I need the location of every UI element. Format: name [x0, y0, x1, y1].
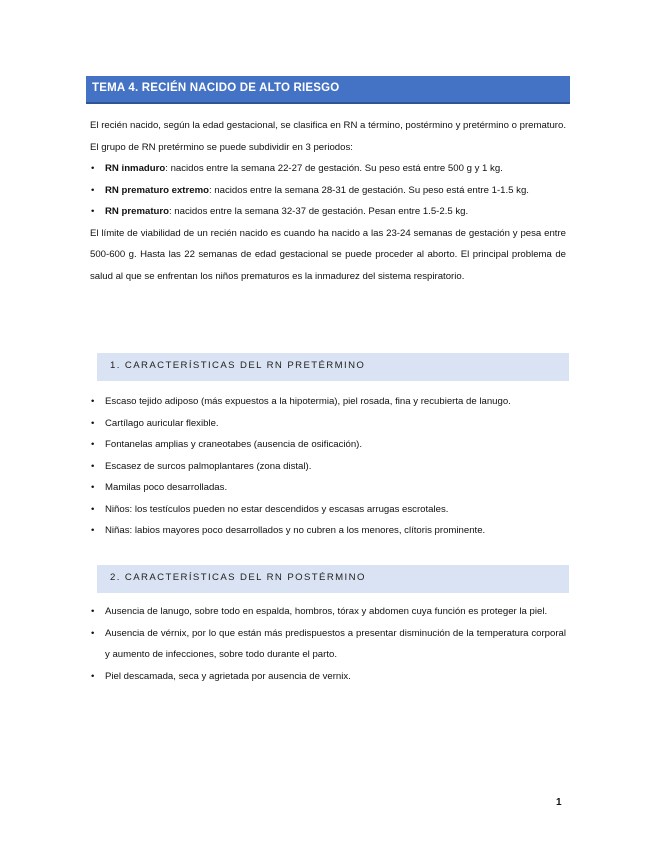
- intro-section: [90, 115, 566, 287]
- period-term: RN inmaduro: [105, 163, 166, 174]
- list-item: • Mamilas poco desarrolladas.: [90, 477, 566, 499]
- bullet-icon: •: [91, 525, 95, 536]
- list-item: [90, 201, 566, 223]
- section-heading-bar: [97, 565, 569, 593]
- title-banner: [86, 76, 570, 104]
- section-heading-bar: [97, 353, 569, 381]
- list-item: [90, 158, 566, 180]
- list-item: • Fontanelas amplias y craneotabes (ausencia de osificación).: [90, 434, 566, 456]
- bullet-icon: •: [91, 417, 95, 429]
- bullet-icon: •: [91, 460, 95, 472]
- intro-paragraph: El recién nacido, según la edad gestacional, se clasifica en RN a término, postérmino y pretérmino o prematuro. El grupo de RN pretérmino se puede subdividir en 3 periodos:: [90, 120, 566, 153]
- preterm-periods-list: [90, 158, 566, 223]
- period-term: RN prematuro extremo: [105, 184, 209, 196]
- list-item: • Cartílago auricular flexible.: [90, 413, 566, 435]
- list-item: • Ausencia de lanugo, sobre todo en espalda, hombros, tórax y abdomen cuya función es proteger la piel.: [90, 601, 566, 623]
- preterm-characteristics-list: [90, 391, 566, 542]
- list-item: • Escasez de surcos palmoplantares (zona distal).: [90, 456, 566, 478]
- page-title: TEMA 4. RECIÉN NACIDO DE ALTO RIESGO: [92, 82, 340, 94]
- postterm-characteristics: [90, 601, 566, 687]
- bullet-icon: •: [91, 163, 95, 174]
- viability-paragraph: El límite de viabilidad de un recién nacido es cuando ha nacido a las 23-24 semanas de gestación y pesa entre 500-600 g. Hasta las 22 semanas de edad gestacional se puede proceder al aborto. El principal problema de salud al que se enfrentan los niños prematuros es la inmadurez del sistema respiratorio.: [90, 227, 566, 282]
- section-heading-preterm: 1. CARACTERÍSTICAS DEL RN PRETÉRMINO: [110, 360, 366, 371]
- bullet-icon: •: [91, 184, 95, 196]
- bullet-icon: •: [91, 670, 95, 682]
- bullet-icon: •: [91, 606, 95, 617]
- section-heading-postterm: 2. CARACTERÍSTICAS DEL RN POSTÉRMINO: [110, 572, 366, 583]
- period-description: : nacidos entre la semana 28-31 de gestación. Su peso está entre 1-1.5 kg.: [208, 184, 529, 196]
- list-item: • Niñas: labios mayores poco desarrollados y no cubren a los menores, clítoris prominente.: [90, 520, 566, 542]
- bullet-icon: •: [91, 206, 95, 217]
- period-term: RN prematuro: [105, 206, 169, 217]
- bullet-icon: •: [91, 627, 95, 639]
- list-item: • Piel descamada, seca y agrietada por ausencia de vernix.: [90, 666, 566, 688]
- page-number: 1: [556, 797, 562, 808]
- list-item: [90, 180, 566, 202]
- list-item: • Niños: los testículos pueden no estar descendidos y escasas arrugas escrotales.: [90, 499, 566, 521]
- period-description: : nacidos entre la semana 32-37 de gestación. Pesan entre 1.5-2.5 kg.: [168, 206, 469, 217]
- preterm-characteristics: [90, 391, 566, 542]
- list-item: • Escaso tejido adiposo (más expuestos a la hipotermia), piel rosada, fina y recubierta de lanugo.: [90, 391, 566, 413]
- period-description: : nacidos entre la semana 22-27 de gestación. Su peso está entre 500 g y 1 kg.: [165, 163, 503, 174]
- bullet-icon: •: [91, 439, 95, 450]
- list-item: • Ausencia de vérnix, por lo que están más predispuestos a presentar disminución de la temperatura corporal y aumento de infecciones, sobre todo durante el parto.: [90, 623, 566, 666]
- bullet-icon: •: [91, 482, 95, 493]
- bullet-icon: •: [91, 396, 95, 407]
- bullet-icon: •: [91, 503, 95, 515]
- postterm-characteristics-list: [90, 601, 566, 687]
